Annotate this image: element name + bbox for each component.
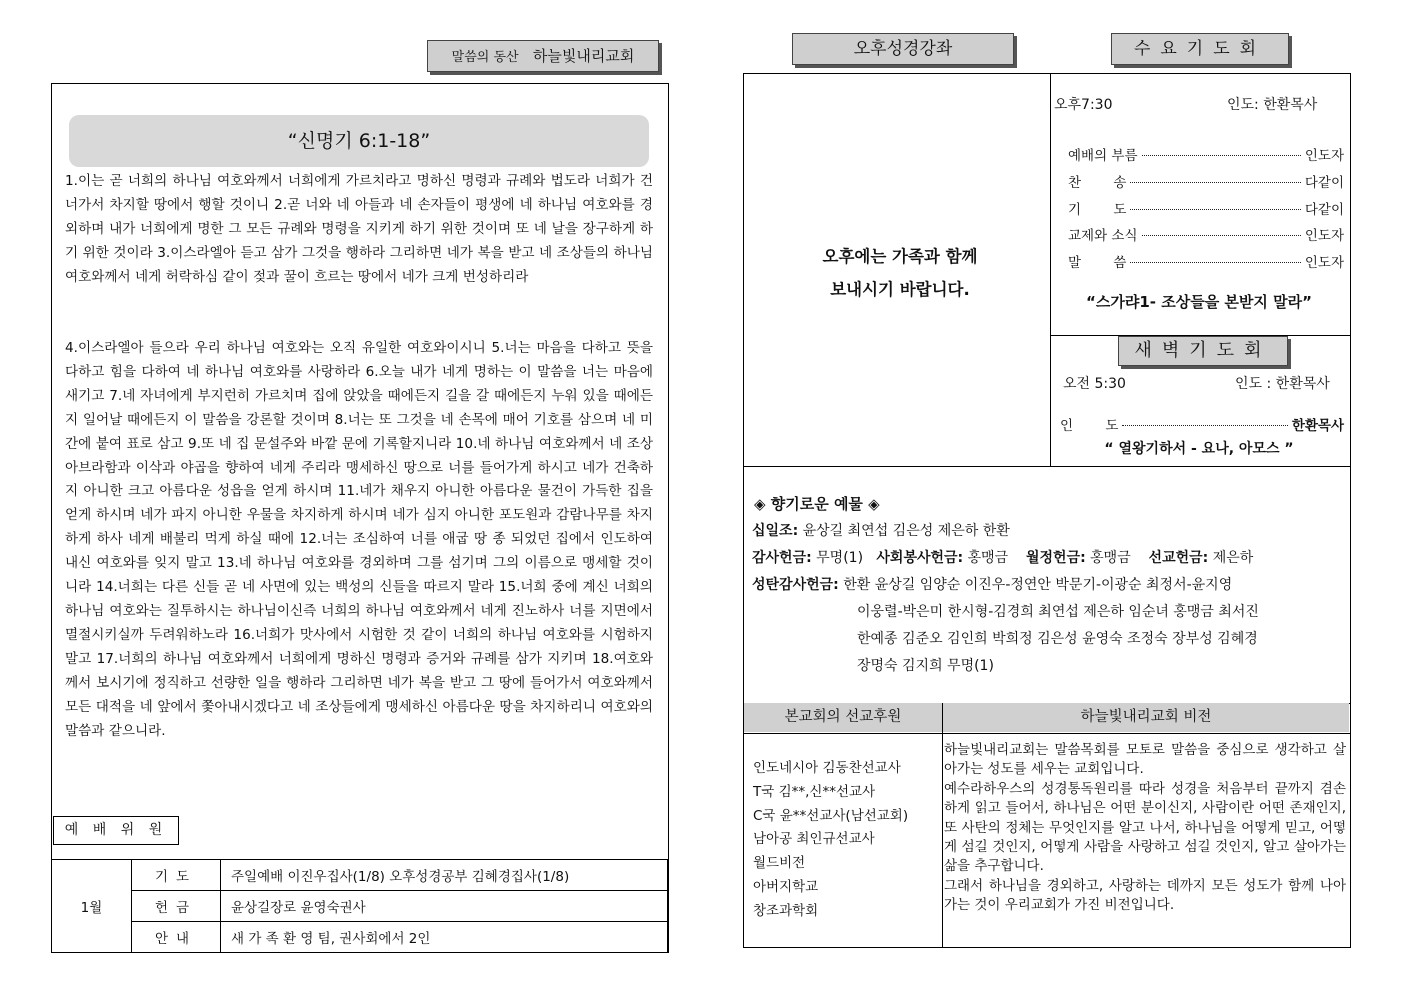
dawn-time: 오전 5:30: [1063, 376, 1126, 392]
vision-text: [944, 741, 1346, 916]
list-item: 월드비전: [753, 855, 806, 872]
offering-names: 윤상길 최연섭 김은성 제은하 한환: [802, 523, 1010, 539]
vision-paragraph: 예수라하우스의 성경통독원리를 따라 성경을 처음부터 끝까지 겸손하게 읽고 들어서, 하나님은 어떤 분이신지, 사람이란 어떤 존재인지, 또 사탄의 정체는 무엇인지를 알고 나서, 하나님을 어떻게 믿고, 어떻게 섬길 것인지, 어떻게 사람을 사랑하고 섬길 것인지, 알고 살아가는 삶을 추구합니다.: [944, 780, 1346, 875]
afternoon-message: [760, 240, 1040, 306]
order-item: [1060, 414, 1344, 434]
church-motto: 말씀의 동산: [451, 50, 519, 65]
scripture-paragraph-1: 1.이는 곧 너희의 하나님 여호와께서 너희에게 가르치라고 명하신 명령과 규례와 법도라 너희가 건너가서 차지할 땅에서 행할 것이니 2.곧 너와 네 아들과 네 손자들이 평생에 네 하나님 여호와를 경외하며 내가 너희에게 명한 그 모든 규례와 명령을 지키게 하기 위한 것이며 또 네 날을 장구하게 하기 위한 것이라 3.이스라엘아 듣고 삼가 그것을 행하라 그리하면 네가 복을 받고 네 조상들의 하나님 여호와께서 네게 허락하심 같이 젖과 꿀이 흐르는 땅에서 네가 크게 번성하리라: [65, 173, 653, 285]
table-row: [52, 891, 668, 922]
dawn-prayer-tab: 새벽기도회: [1118, 336, 1288, 366]
church-name-tag: [427, 40, 659, 72]
list-item: 남아공 최인규선교사: [753, 831, 875, 848]
offering-names: 홍맹금: [1090, 550, 1131, 566]
order-item: [1068, 144, 1344, 164]
church-name: 하늘빛내리교회: [532, 47, 635, 65]
order-item-name: 인 도: [1060, 418, 1119, 434]
order-item-who: 다같이: [1304, 202, 1344, 218]
list-item: 창조과학회: [753, 902, 819, 919]
worship-staff-label: 예 배 위 원: [53, 816, 179, 845]
offering-tithe: [752, 518, 1010, 544]
offering-label: 감사헌금:: [752, 550, 812, 566]
divider: [743, 733, 1350, 734]
order-item-name: 말 씀: [1068, 255, 1127, 271]
order-item-who: 인도자: [1304, 228, 1344, 244]
divider: [1050, 73, 1051, 466]
offering-label: 성탄감사헌금:: [752, 577, 839, 593]
offering-names: 제은하: [1212, 550, 1254, 566]
list-item: 인도네시아 김동찬선교사: [753, 760, 901, 776]
list-item: 아버지학교: [753, 878, 819, 895]
vision-header: 하늘빛내리교회 비전: [943, 703, 1349, 732]
order-item: [1068, 198, 1344, 218]
offering-label: 사회봉사헌금:: [876, 550, 964, 566]
divider: [743, 466, 1350, 467]
offering-label: 십일조:: [752, 523, 799, 539]
offering-label: 선교헌금:: [1148, 550, 1209, 566]
vision-paragraph: 그래서 하나님을 경외하고, 사랑하는 데까지 모든 성도가 함께 나아가는 것이 우리교회가 가진 비전입니다.: [944, 877, 1346, 914]
afternoon-message-line: 보내시기 바랍니다.: [830, 280, 970, 299]
order-item: [1068, 171, 1344, 191]
order-item-name: 찬 송: [1068, 175, 1127, 191]
scripture-title: “신명기 6:1-18”: [69, 115, 649, 167]
role-cell: 안내: [132, 922, 221, 953]
role-cell: 기도: [132, 860, 221, 891]
order-item: [1068, 224, 1344, 244]
order-item-who: 인도자: [1304, 148, 1344, 164]
order-item-name: 예배의 부름: [1068, 148, 1138, 164]
order-item-name: 기 도: [1068, 202, 1127, 218]
wednesday-prayer-tab: 수요기도회: [1111, 33, 1289, 65]
order-item-who: 다같이: [1304, 175, 1344, 191]
dawn-sermon-title: “ 열왕기하서 - 요나, 아모스 ”: [1104, 441, 1294, 457]
list-item: T국 김**,신**선교사: [753, 783, 876, 800]
vision-paragraph: 하늘빛내리교회는 말씀목회를 모토로 말씀을 중심으로 생각하고 살아가는 성도를 세우는 교회입니다.: [944, 742, 1346, 778]
offering-names: 한예종 김준오 김인희 박희정 김은성 윤영숙 조정숙 장부성 김혜경: [857, 631, 1258, 647]
wednesday-sermon-title: “스가랴1- 조상들을 본받지 말라”: [1086, 293, 1312, 311]
order-item: [1068, 251, 1344, 271]
offering-label: 월정헌금:: [1026, 550, 1086, 566]
offering-title: ◈ 향기로운 예물 ◈: [754, 495, 880, 513]
order-item-who: 한환목사: [1291, 418, 1344, 434]
value-cell: 윤상길장로 윤영숙권사: [221, 891, 668, 922]
month-cell: 1월: [52, 860, 132, 953]
offering-christmas: [752, 572, 1232, 598]
wednesday-leader: 인도: 한환목사: [1227, 97, 1318, 113]
mission-support-list: [753, 757, 908, 924]
scripture-paragraph-2: 4.이스라엘아 들으라 우리 하나님 여호와는 오직 유일한 여호와이시니 5.너는 마음을 다하고 뜻을 다하고 힘을 다하여 네 하나님 여호와를 사랑하라 6.오늘 내가 네게 명하는 이 말씀을 너는 마음에 새기고 7.네 자녀에게 부지런히 가르치며 집에 앉았을 때에든지 길을 갈 때에든지 누워 있을 때에든지 일어날 때에든지 이 말씀을 강론할 것이며 8.너는 또 그것을 네 손목에 매어 기호를 삼으며 네 미간에 붙여 표로 삼고 9.또 네 집 문설주와 바깥 문에 기록할지니라 10.네 하나님 여호와께서 네 조상 아브라함과 이삭과 야곱을 향하여 네게 주리라 맹세하신 땅으로 너를 들어가게 하시고 네가 건축하지 아니한 크고 아름다운 성읍을 얻게 하시며 11.네가 채우지 아니한 아름다운 물건이 가득한 집을 얻게 하시며 네가 파지 아니한 우물을 차지하게 하시며 네가 심지 아니한 포도원과 감람나무를 차지하게 하사 네게 배불리 먹게 하실 때에 12.너는 조심하여 너를 애굽 땅 종 되었던 집에서 인도하여 내신 여호와를 잊지 말고 13.네 하나님 여호와를 경외하며 그를 섬기며 그의 이름으로 맹세할 것이니라 14.너희는 다른 신들 곧 네 사면에 있는 백성의 신들을 따르지 말라 15.너희 중에 계신 너희의 하나님 여호와는 질투하시는 하나님이신즉 너희의 하나님 여호와께서 네게 진노하사 너를 지면에서 멸절시키실까 두려워하노라 16.너희가 맛사에서 시험한 것 같이 너희의 하나님 여호와를 시험하지 말고 17.너희의 하나님 여호와께서 너희에게 명하신 명령과 증거와 규례를 삼가 지키며 18.여호와께서 보시기에 정직하고 선량한 일을 행하라 그리하면 네가 복을 받고 그 땅에 들어가서 여호와께서 모든 대적을 네 앞에서 쫓아내시겠다고 네 조상들에게 맹세하신 아름다운 땅을 차지하리니 여호와의 말씀과 같으니라.: [65, 340, 653, 739]
afternoon-message-line: 오후에는 가족과 함께: [822, 247, 978, 266]
offering-names: 장명숙 김지희 무명(1): [857, 658, 994, 674]
order-item-who: 인도자: [1304, 255, 1344, 271]
wednesday-time: 오후7:30: [1054, 97, 1113, 113]
worship-staff-table: [51, 859, 668, 953]
offering-names: 한환 윤상길 임양순 이진우-정연안 박문기-이광순 최정서-윤지영: [843, 577, 1233, 593]
dawn-leader: 인도 : 한환목사: [1235, 376, 1330, 392]
value-cell: 주일예배 이진우집사(1/8) 오후성경공부 김혜경집사(1/8): [221, 860, 668, 891]
offering-names: 홍맹금: [967, 550, 1009, 566]
mission-support-header: 본교회의 선교후원: [744, 703, 942, 732]
offering-names: 무명(1): [816, 550, 864, 566]
list-item: C국 윤**선교사(남선교회): [753, 807, 909, 824]
table-row: [52, 860, 668, 891]
table-row: [52, 922, 668, 953]
offering-names: 이웅렬-박은미 한시형-김경희 최연섭 제은하 임순녀 홍맹금 최서진: [857, 604, 1259, 620]
value-cell: 새 가 족 환 영 팀, 권사회에서 2인: [221, 922, 668, 953]
role-cell: 헌금: [132, 891, 221, 922]
divider: [942, 703, 943, 947]
offering-misc: [752, 545, 1253, 571]
afternoon-class-tab: 오후성경강좌: [792, 33, 1014, 65]
order-item-name: 교제와 소식: [1068, 228, 1138, 244]
